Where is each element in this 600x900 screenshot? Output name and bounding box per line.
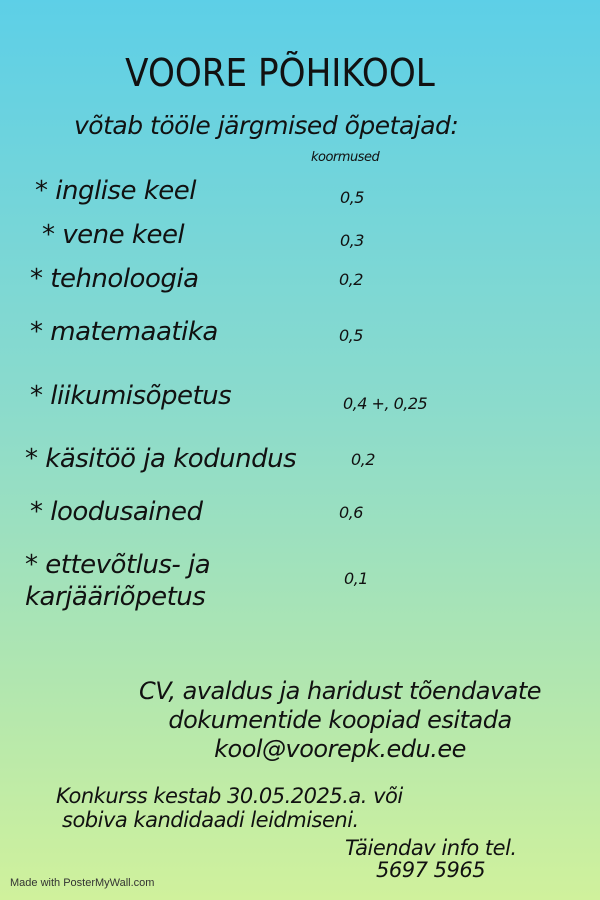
deadline-line2: sobiva kandidaadi leidmiseni. [62,808,359,832]
contact-label: Täiendav info tel. [345,836,517,860]
subject-russian: * vene keel [42,220,185,250]
loads-header: koormused [311,150,380,165]
load-science: 0,6 [339,503,363,522]
subject-english: * inglise keel [35,176,196,206]
subject-entrepreneurship: * ettevõtlus- ja [25,550,211,580]
load-technology: 0,2 [339,270,363,289]
application-email[interactable]: kool@voorepk.edu.ee [214,735,466,763]
poster-subtitle: võtab tööle järgmised õpetajad: [74,111,459,140]
poster-title: VOORE PÕHIKOOL [125,51,435,95]
footer-credit[interactable]: Made with PosterMyWall.com [10,877,155,889]
load-pe: 0,4 +, 0,25 [343,394,428,413]
subject-crafts: * käsitöö ja kodundus [25,444,297,474]
subject-entrepreneurship-line2: karjääriõpetus [25,582,206,612]
load-russian: 0,3 [340,231,364,250]
application-line2: dokumentide koopiad esitada [168,706,512,734]
load-entrepreneurship: 0,1 [344,569,368,588]
deadline-line1: Konkurss kestab 30.05.2025.a. või [56,784,403,808]
subject-technology: * tehnoloogia [30,264,199,294]
application-info [0,677,600,764]
load-math: 0,5 [339,326,363,345]
subject-pe: * liikumisõpetus [30,381,232,411]
application-line1: CV, avaldus ja haridust tõendavate [138,677,542,705]
contact-phone[interactable]: 5697 5965 [376,858,486,882]
load-crafts: 0,2 [351,450,375,469]
load-english: 0,5 [340,188,364,207]
subject-science: * loodusained [30,497,203,527]
subject-math: * matemaatika [30,317,218,347]
